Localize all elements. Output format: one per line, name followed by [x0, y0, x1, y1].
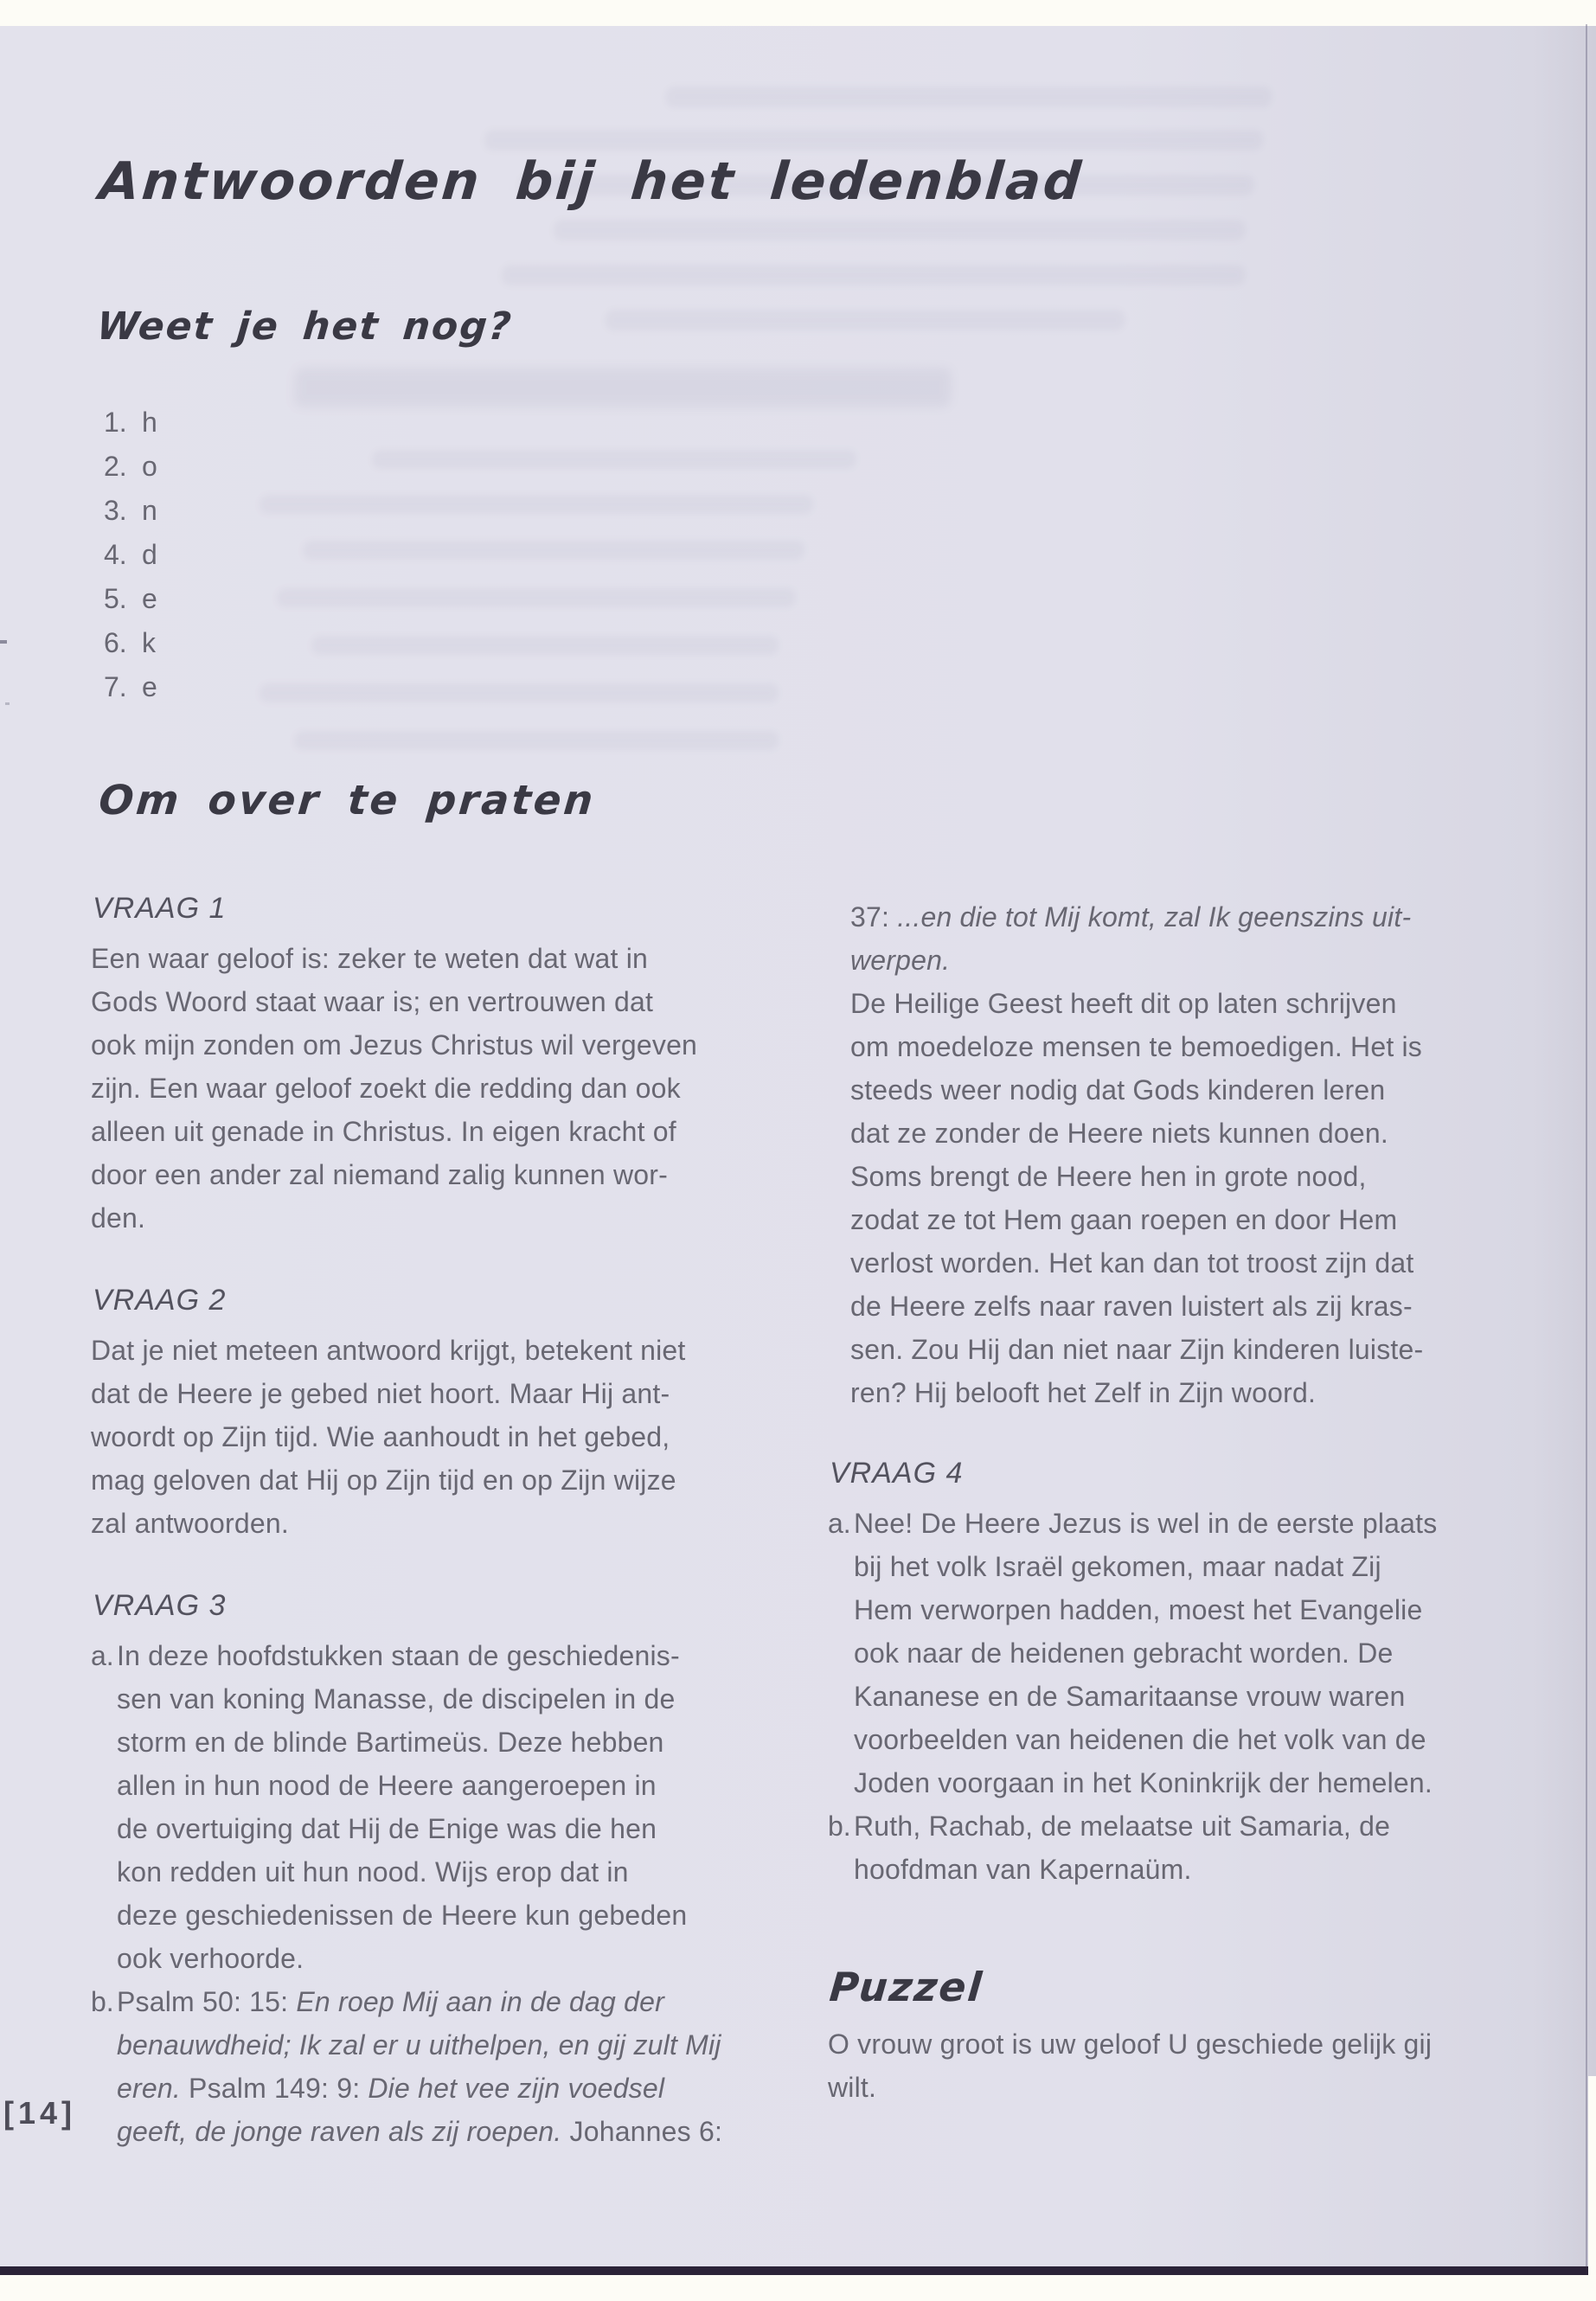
text-line: woordt op Zijn tijd. Wie aanhoudt in het gebed, [91, 1421, 670, 1452]
vraag2-answer [91, 1329, 774, 1545]
vraag3-heading: VRAAG 3 [93, 1589, 227, 1622]
quiz-number: 7. [104, 671, 127, 702]
text-line: verlost worden. Het kan dan tot troost zijn dat [850, 1247, 1414, 1279]
left-column [91, 891, 774, 2153]
bleedthrough-ghost [260, 683, 779, 702]
vraag4-item-b [828, 1804, 1529, 1891]
bleedthrough-ghost [277, 588, 797, 607]
text-line: geeft, de jonge raven als zij roepen. Johannes 6: [117, 2116, 723, 2147]
quiz-number: 6. [104, 627, 127, 658]
text-line: Psalm 50: 15: En roep Mij aan in de dag der [117, 1986, 664, 2017]
text-line: Een waar geloof is: zeker te weten dat wat in [91, 943, 649, 974]
bleedthrough-ghost [260, 495, 814, 514]
text-line: steeds weer nodig dat Gods kinderen leren [850, 1074, 1386, 1106]
text-line: Joden voorgaan in het Koninkrijk der hemelen. [854, 1767, 1433, 1798]
text-line: alleen uit genade in Christus. In eigen kracht of [91, 1116, 676, 1147]
quiz-answer: o [142, 451, 157, 482]
text-line: kon redden uit hun nood. Wijs erop dat in [117, 1856, 629, 1888]
scan-speck [0, 640, 7, 644]
text-line: deze geschiedenissen de Heere kun gebeden [117, 1900, 688, 1931]
quiz-number: 4. [104, 539, 127, 570]
text-line: sen. Zou Hij dan niet naar Zijn kinderen luiste- [850, 1334, 1424, 1365]
quiz-answer: e [142, 671, 157, 702]
vraag2-heading: VRAAG 2 [93, 1284, 227, 1317]
quiz-row [104, 577, 157, 621]
bleedthrough-ghost [606, 310, 1125, 330]
paper-bottom-edge [0, 2266, 1588, 2275]
vraag3-item-b [91, 1980, 774, 2153]
puzzle-answer [828, 2022, 1529, 2109]
quiz-number: 3. [104, 495, 127, 526]
text-line: dat ze zonder de Heere niets kunnen doen. [850, 1118, 1388, 1149]
vraag4-heading: VRAAG 4 [830, 1457, 964, 1490]
quiz-answer-list [104, 401, 157, 709]
text-line: allen in hun nood de Heere aangeroepen in [117, 1770, 657, 1801]
vraag3-continuation [828, 895, 1529, 1414]
text-line: Nee! De Heere Jezus is wel in de eerste plaats [854, 1508, 1438, 1539]
vraag4-item-a [828, 1502, 1529, 1804]
discussion-heading: Om over te praten [97, 777, 598, 824]
quiz-row [104, 533, 157, 577]
paper-corner [1588, 2076, 1596, 2301]
text-line: De Heilige Geest heeft dit op laten schrijven [850, 988, 1397, 1019]
text-line: zijn. Een waar geloof zoekt die redding dan ook [91, 1073, 681, 1104]
quiz-number: 2. [104, 451, 127, 482]
text-line: voorbeelden van heidenen die het volk van de [854, 1724, 1426, 1755]
text-line: door een ander zal niemand zalig kunnen wor- [91, 1159, 668, 1190]
page-title: Antwoorden bij het ledenblad [96, 151, 1086, 212]
text-line: O vrouw groot is uw geloof U geschiede gelijk gij [828, 2029, 1433, 2060]
text-line: sen van koning Manasse, de discipelen in de [117, 1683, 676, 1715]
text-line: om moedeloze mensen te bemoedigen. Het is [850, 1031, 1423, 1062]
bleedthrough-ghost [484, 130, 1264, 151]
page-number: [14] [3, 2095, 77, 2131]
quiz-answer: d [142, 539, 157, 570]
text-line: Dat je niet meteen antwoord krijgt, betekent niet [91, 1335, 686, 1366]
text-line: mag geloven dat Hij op Zijn tijd en op Zijn wijze [91, 1465, 676, 1496]
vraag3-item-b-text [117, 1980, 774, 2153]
text-line: ook verhoorde. [117, 1943, 304, 1974]
text-line: wilt. [828, 2072, 877, 2103]
text-line: 37: ...en die tot Mij komt, zal Ik geenszins uit- [850, 901, 1412, 933]
quiz-row [104, 665, 157, 709]
text-line: bij het volk Israël gekomen, maar nadat Zij [854, 1551, 1381, 1582]
text-line: Ruth, Rachab, de melaatse uit Samaria, de [854, 1811, 1391, 1842]
quiz-answer: k [142, 627, 156, 658]
list-marker-a: a. [91, 1640, 114, 1671]
scripture-quote-continuation [850, 895, 1529, 982]
text-line: Hem verworpen hadden, moest het Evangelie [854, 1594, 1423, 1625]
text-line: In deze hoofdstukken staan de geschiedenis- [117, 1640, 680, 1671]
vraag3-item-a-text [117, 1634, 774, 1980]
paper-right-edge [1586, 24, 1587, 2275]
text-line: benauwdheid; Ik zal er u uithelpen, en gij zult Mij [117, 2029, 721, 2061]
quiz-row [104, 489, 157, 533]
vraag1-heading: VRAAG 1 [93, 892, 227, 925]
list-marker-b: b. [828, 1811, 851, 1842]
text-line: Kananese en de Samaritaanse vrouw waren [854, 1681, 1406, 1712]
text-line: ook mijn zonden om Jezus Christus wil vergeven [91, 1029, 698, 1061]
paper-top-margin [0, 0, 1596, 26]
vraag3-item-a [91, 1634, 774, 1980]
text-line: dat de Heere je gebed niet hoort. Maar Hij ant- [91, 1378, 670, 1409]
quiz-row [104, 445, 157, 489]
quiz-row [104, 621, 157, 665]
text-line: de Heere zelfs naar raven luistert als zij kras- [850, 1291, 1413, 1322]
bleedthrough-ghost [311, 636, 779, 655]
vraag4-item-a-text [854, 1502, 1529, 1804]
text-line: de overtuiging dat Hij de Enige was die hen [117, 1813, 657, 1844]
quiz-answer: n [142, 495, 157, 526]
quiz-heading: Weet je het nog? [95, 304, 515, 349]
list-marker-a: a. [828, 1508, 851, 1539]
vraag1-answer [91, 937, 774, 1240]
text-line: hoofdman van Kapernaüm. [854, 1854, 1192, 1885]
text-line: zodat ze tot Hem gaan roepen en door Hem [850, 1204, 1398, 1235]
text-line: ook naar de heidenen gebracht worden. De [854, 1638, 1394, 1669]
text-line: eren. Psalm 149: 9: Die het vee zijn voedsel [117, 2073, 665, 2104]
puzzle-heading: Puzzel [827, 1964, 985, 2010]
text-line: Gods Woord staat waar is; en vertrouwen dat [91, 986, 654, 1017]
quiz-answer: e [142, 583, 157, 614]
text-line: Soms brengt de Heere hen in grote nood, [850, 1161, 1367, 1192]
text-line: zal antwoorden. [91, 1508, 289, 1539]
quiz-answer: h [142, 407, 157, 438]
text-line: ren? Hij belooft het Zelf in Zijn woord. [850, 1377, 1317, 1408]
scan-speck [5, 702, 10, 705]
bleedthrough-ghost [554, 220, 1247, 240]
bleedthrough-ghost [293, 368, 952, 407]
right-column [828, 895, 1529, 2109]
bleedthrough-ghost [666, 87, 1272, 107]
vraag4-section [828, 1456, 1529, 1891]
list-marker-b: b. [91, 1986, 114, 2017]
text-line: storm en de blinde Bartimeüs. Deze hebben [117, 1727, 664, 1758]
quiz-row [104, 401, 157, 445]
vraag4-item-b-text [854, 1804, 1529, 1891]
bleedthrough-ghost [502, 265, 1247, 285]
bleedthrough-ghost [294, 731, 779, 750]
bleedthrough-ghost [372, 450, 857, 469]
text-line: den. [91, 1202, 146, 1234]
vraag3-explanation [850, 982, 1529, 1414]
quiz-number: 5. [104, 583, 127, 614]
quiz-number: 1. [104, 407, 127, 438]
paper-bottom-margin [0, 2275, 1596, 2301]
bleedthrough-ghost [303, 541, 805, 560]
text-line: werpen. [850, 945, 951, 976]
